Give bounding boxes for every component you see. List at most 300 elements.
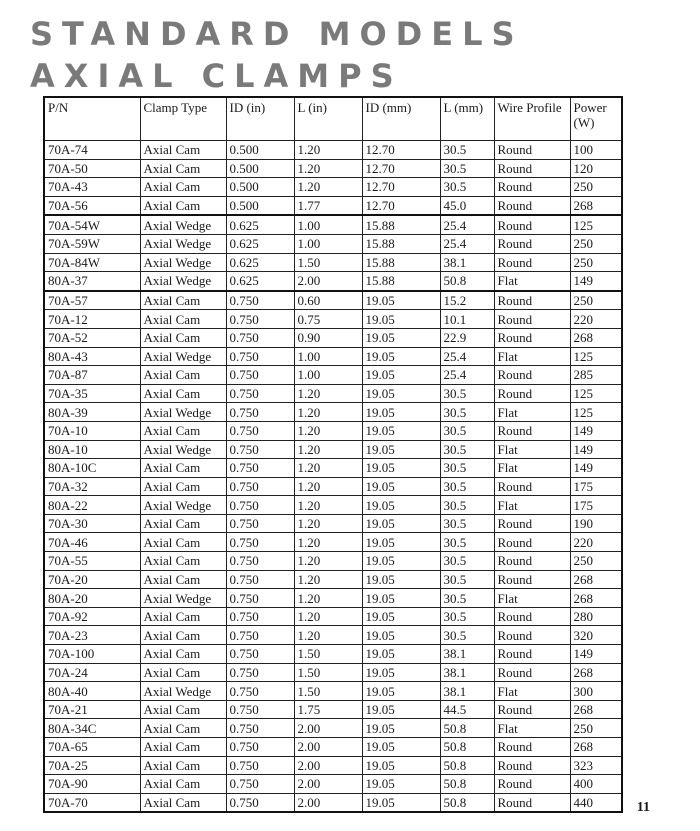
cell-l-in: 0.75 [294,310,362,329]
cell-id-mm: 12.70 [362,178,440,197]
cell-pn: 70A-12 [44,310,140,329]
cell-wire-profile: Round [494,700,570,719]
cell-l-mm: 30.5 [440,589,494,608]
cell-clamp-type: Axial Wedge [140,253,226,272]
cell-l-mm: 44.5 [440,700,494,719]
cell-wire-profile: Round [494,366,570,385]
table-row [44,272,622,291]
cell-l-mm: 50.8 [440,756,494,775]
cell-clamp-type: Axial Cam [140,775,226,794]
cell-l-in: 1.77 [294,196,362,215]
cell-clamp-type: Axial Cam [140,178,226,197]
cell-pn: 70A-30 [44,514,140,533]
cell-id-in: 0.750 [226,496,294,515]
cell-l-mm: 25.4 [440,366,494,385]
table-row [44,384,622,403]
table-row [44,310,622,329]
cell-l-mm: 30.5 [440,159,494,178]
cell-power: 320 [570,626,622,645]
cell-id-mm: 15.88 [362,234,440,253]
cell-id-mm: 19.05 [362,682,440,701]
cell-l-in: 2.00 [294,719,362,738]
axial-clamps-table [43,96,623,813]
cell-id-in: 0.750 [226,514,294,533]
cell-l-mm: 30.5 [440,384,494,403]
cell-id-mm: 19.05 [362,570,440,589]
cell-power: 268 [570,196,622,215]
cell-id-mm: 19.05 [362,347,440,366]
cell-l-in: 1.20 [294,477,362,496]
cell-wire-profile: Round [494,607,570,626]
cell-l-in: 1.20 [294,607,362,626]
cell-wire-profile: Round [494,477,570,496]
cell-l-in: 1.00 [294,347,362,366]
cell-id-in: 0.750 [226,533,294,552]
cell-clamp-type: Axial Cam [140,570,226,589]
cell-l-mm: 25.4 [440,347,494,366]
cell-id-mm: 15.88 [362,272,440,291]
cell-id-mm: 19.05 [362,793,440,812]
table-body [44,141,622,813]
header-id-mm: ID (mm) [362,97,440,141]
table-row [44,440,622,459]
cell-l-mm: 45.0 [440,196,494,215]
cell-l-mm: 38.1 [440,663,494,682]
cell-power: 125 [570,384,622,403]
cell-pn: 70A-32 [44,477,140,496]
cell-id-in: 0.750 [226,626,294,645]
table-row [44,645,622,664]
table-row [44,421,622,440]
cell-l-in: 1.20 [294,552,362,571]
cell-l-mm: 30.5 [440,552,494,571]
cell-id-in: 0.625 [226,272,294,291]
cell-l-in: 1.20 [294,570,362,589]
cell-power: 400 [570,775,622,794]
cell-l-mm: 30.5 [440,440,494,459]
cell-id-in: 0.750 [226,421,294,440]
cell-id-in: 0.750 [226,384,294,403]
table-row [44,496,622,515]
cell-clamp-type: Axial Wedge [140,272,226,291]
table-row [44,607,622,626]
table-row [44,552,622,571]
cell-clamp-type: Axial Cam [140,533,226,552]
table-row [44,347,622,366]
cell-l-in: 1.20 [294,514,362,533]
cell-id-in: 0.750 [226,700,294,719]
cell-clamp-type: Axial Cam [140,291,226,310]
cell-id-in: 0.750 [226,738,294,757]
cell-clamp-type: Axial Cam [140,310,226,329]
cell-clamp-type: Axial Cam [140,384,226,403]
table-row [44,178,622,197]
cell-power: 250 [570,178,622,197]
table-row [44,253,622,272]
cell-id-in: 0.750 [226,552,294,571]
cell-id-mm: 19.05 [362,310,440,329]
cell-id-mm: 19.05 [362,589,440,608]
cell-power: 149 [570,459,622,478]
table-row [44,403,622,422]
cell-pn: 80A-22 [44,496,140,515]
cell-pn: 70A-65 [44,738,140,757]
cell-wire-profile: Round [494,552,570,571]
cell-id-mm: 19.05 [362,663,440,682]
cell-power: 120 [570,159,622,178]
cell-l-in: 1.50 [294,645,362,664]
cell-id-mm: 19.05 [362,496,440,515]
cell-id-in: 0.500 [226,159,294,178]
cell-pn: 70A-100 [44,645,140,664]
cell-pn: 80A-43 [44,347,140,366]
cell-id-in: 0.750 [226,775,294,794]
cell-clamp-type: Axial Cam [140,421,226,440]
cell-l-in: 1.20 [294,440,362,459]
cell-id-mm: 19.05 [362,552,440,571]
cell-id-mm: 19.05 [362,421,440,440]
cell-wire-profile: Round [494,159,570,178]
table-row [44,682,622,701]
cell-id-in: 0.750 [226,403,294,422]
cell-id-mm: 12.70 [362,159,440,178]
cell-l-in: 2.00 [294,756,362,775]
cell-power: 285 [570,366,622,385]
cell-clamp-type: Axial Cam [140,645,226,664]
cell-pn: 70A-46 [44,533,140,552]
cell-id-in: 0.750 [226,328,294,347]
cell-id-in: 0.750 [226,366,294,385]
cell-wire-profile: Round [494,384,570,403]
table-row [44,159,622,178]
cell-id-in: 0.750 [226,719,294,738]
cell-l-mm: 30.5 [440,607,494,626]
cell-power: 149 [570,421,622,440]
cell-id-in: 0.625 [226,234,294,253]
cell-id-in: 0.750 [226,459,294,478]
cell-l-in: 1.75 [294,700,362,719]
cell-l-in: 2.00 [294,775,362,794]
cell-l-mm: 22.9 [440,328,494,347]
cell-id-mm: 19.05 [362,459,440,478]
cell-l-in: 1.20 [294,496,362,515]
cell-power: 149 [570,272,622,291]
cell-clamp-type: Axial Cam [140,159,226,178]
cell-wire-profile: Round [494,663,570,682]
cell-power: 125 [570,215,622,234]
cell-power: 149 [570,645,622,664]
cell-clamp-type: Axial Cam [140,663,226,682]
cell-wire-profile: Round [494,533,570,552]
table-row [44,291,622,310]
cell-pn: 80A-34C [44,719,140,738]
cell-power: 190 [570,514,622,533]
cell-power: 100 [570,141,622,160]
cell-l-in: 1.20 [294,384,362,403]
cell-wire-profile: Flat [494,440,570,459]
cell-clamp-type: Axial Wedge [140,589,226,608]
cell-id-mm: 19.05 [362,719,440,738]
cell-l-mm: 30.5 [440,141,494,160]
table-row [44,141,622,160]
cell-pn: 70A-43 [44,178,140,197]
cell-l-mm: 30.5 [440,403,494,422]
cell-l-mm: 30.5 [440,496,494,515]
cell-wire-profile: Round [494,253,570,272]
cell-id-in: 0.750 [226,607,294,626]
cell-l-in: 1.50 [294,682,362,701]
cell-power: 268 [570,700,622,719]
cell-wire-profile: Round [494,570,570,589]
table-row [44,700,622,719]
cell-power: 323 [570,756,622,775]
cell-id-mm: 15.88 [362,215,440,234]
cell-id-in: 0.625 [226,215,294,234]
cell-power: 175 [570,477,622,496]
cell-id-in: 0.750 [226,310,294,329]
cell-pn: 70A-92 [44,607,140,626]
cell-wire-profile: Round [494,738,570,757]
cell-l-mm: 30.5 [440,570,494,589]
cell-l-in: 1.20 [294,459,362,478]
cell-l-in: 1.50 [294,253,362,272]
cell-id-mm: 19.05 [362,775,440,794]
cell-l-in: 1.50 [294,663,362,682]
cell-pn: 70A-54W [44,215,140,234]
cell-l-in: 1.20 [294,159,362,178]
cell-l-mm: 50.8 [440,272,494,291]
cell-power: 268 [570,663,622,682]
cell-id-in: 0.750 [226,682,294,701]
cell-clamp-type: Axial Wedge [140,496,226,515]
cell-id-in: 0.625 [226,253,294,272]
cell-id-mm: 19.05 [362,738,440,757]
cell-id-mm: 19.05 [362,607,440,626]
cell-pn: 70A-10 [44,421,140,440]
table-row [44,626,622,645]
cell-l-mm: 25.4 [440,215,494,234]
cell-id-mm: 19.05 [362,626,440,645]
cell-pn: 70A-56 [44,196,140,215]
cell-clamp-type: Axial Cam [140,552,226,571]
table-header-row [44,97,622,141]
cell-power: 175 [570,496,622,515]
cell-clamp-type: Axial Cam [140,719,226,738]
cell-pn: 70A-25 [44,756,140,775]
table-row [44,533,622,552]
cell-id-in: 0.750 [226,347,294,366]
cell-pn: 70A-35 [44,384,140,403]
cell-clamp-type: Axial Cam [140,366,226,385]
cell-clamp-type: Axial Cam [140,141,226,160]
cell-power: 280 [570,607,622,626]
cell-l-mm: 38.1 [440,253,494,272]
cell-id-in: 0.750 [226,756,294,775]
header-l-mm: L (mm) [440,97,494,141]
table-row [44,663,622,682]
cell-id-mm: 12.70 [362,196,440,215]
cell-l-in: 1.20 [294,403,362,422]
cell-clamp-type: Axial Cam [140,626,226,645]
cell-wire-profile: Round [494,645,570,664]
cell-power: 250 [570,719,622,738]
cell-l-mm: 50.8 [440,775,494,794]
cell-wire-profile: Round [494,328,570,347]
cell-l-mm: 50.8 [440,738,494,757]
cell-l-mm: 38.1 [440,682,494,701]
cell-wire-profile: Flat [494,589,570,608]
cell-pn: 70A-21 [44,700,140,719]
table-row [44,477,622,496]
cell-l-mm: 50.8 [440,719,494,738]
cell-id-mm: 19.05 [362,700,440,719]
cell-l-in: 2.00 [294,272,362,291]
cell-power: 220 [570,533,622,552]
header-id-in: ID (in) [226,97,294,141]
cell-clamp-type: Axial Cam [140,328,226,347]
table-row [44,196,622,215]
cell-id-in: 0.750 [226,645,294,664]
cell-wire-profile: Round [494,215,570,234]
cell-clamp-type: Axial Cam [140,477,226,496]
cell-id-in: 0.750 [226,477,294,496]
table-row [44,793,622,812]
cell-wire-profile: Round [494,514,570,533]
cell-pn: 80A-10C [44,459,140,478]
page-number: 11 [636,800,650,815]
cell-pn: 70A-90 [44,775,140,794]
cell-id-mm: 19.05 [362,756,440,775]
cell-l-in: 2.00 [294,793,362,812]
cell-clamp-type: Axial Wedge [140,215,226,234]
table-row [44,328,622,347]
cell-l-in: 1.00 [294,215,362,234]
cell-clamp-type: Axial Wedge [140,682,226,701]
cell-id-in: 0.750 [226,570,294,589]
page-title-line-2: AXIAL CLAMPS [30,57,403,95]
cell-pn: 80A-40 [44,682,140,701]
cell-id-mm: 19.05 [362,403,440,422]
cell-power: 300 [570,682,622,701]
cell-l-in: 1.20 [294,533,362,552]
cell-wire-profile: Round [494,234,570,253]
cell-power: 125 [570,347,622,366]
cell-l-mm: 30.5 [440,626,494,645]
cell-clamp-type: Axial Wedge [140,440,226,459]
table-row [44,514,622,533]
cell-id-mm: 19.05 [362,291,440,310]
cell-l-in: 1.20 [294,626,362,645]
cell-l-in: 1.00 [294,234,362,253]
cell-id-in: 0.500 [226,196,294,215]
cell-l-mm: 30.5 [440,178,494,197]
cell-power: 220 [570,310,622,329]
cell-id-in: 0.750 [226,793,294,812]
table-row [44,459,622,478]
cell-id-in: 0.750 [226,291,294,310]
cell-pn: 70A-70 [44,793,140,812]
cell-wire-profile: Round [494,626,570,645]
cell-l-mm: 30.5 [440,421,494,440]
cell-clamp-type: Axial Cam [140,738,226,757]
cell-wire-profile: Flat [494,682,570,701]
cell-wire-profile: Flat [494,459,570,478]
cell-l-in: 2.00 [294,738,362,757]
cell-pn: 70A-20 [44,570,140,589]
cell-clamp-type: Axial Cam [140,793,226,812]
cell-wire-profile: Round [494,793,570,812]
cell-l-mm: 30.5 [440,533,494,552]
cell-l-mm: 25.4 [440,234,494,253]
cell-l-in: 1.20 [294,141,362,160]
page-title-line-1: STANDARD MODELS [30,15,524,53]
cell-power: 268 [570,570,622,589]
cell-power: 268 [570,328,622,347]
header-clamp-type: Clamp Type [140,97,226,141]
cell-pn: 70A-50 [44,159,140,178]
cell-clamp-type: Axial Cam [140,514,226,533]
cell-id-mm: 19.05 [362,384,440,403]
cell-wire-profile: Round [494,775,570,794]
cell-wire-profile: Round [494,756,570,775]
cell-pn: 80A-20 [44,589,140,608]
cell-id-mm: 19.05 [362,645,440,664]
cell-l-mm: 38.1 [440,645,494,664]
cell-id-in: 0.750 [226,663,294,682]
cell-wire-profile: Flat [494,719,570,738]
cell-wire-profile: Round [494,178,570,197]
cell-id-in: 0.500 [226,141,294,160]
table-row [44,570,622,589]
cell-pn: 70A-84W [44,253,140,272]
cell-wire-profile: Flat [494,272,570,291]
table-row [44,234,622,253]
table-row [44,589,622,608]
cell-clamp-type: Axial Cam [140,700,226,719]
cell-id-mm: 15.88 [362,253,440,272]
cell-id-mm: 19.05 [362,477,440,496]
cell-l-in: 1.20 [294,589,362,608]
cell-clamp-type: Axial Cam [140,756,226,775]
header-power: Power (W) [570,97,622,141]
cell-power: 268 [570,589,622,608]
header-wire-profile: Wire Profile [494,97,570,141]
cell-pn: 80A-37 [44,272,140,291]
cell-pn: 70A-24 [44,663,140,682]
header-pn: P/N [44,97,140,141]
cell-id-mm: 19.05 [362,514,440,533]
cell-id-mm: 19.05 [362,328,440,347]
cell-pn: 70A-87 [44,366,140,385]
table-row [44,215,622,234]
cell-l-in: 0.90 [294,328,362,347]
cell-wire-profile: Round [494,421,570,440]
cell-id-mm: 19.05 [362,533,440,552]
cell-power: 149 [570,440,622,459]
cell-l-mm: 50.8 [440,793,494,812]
cell-clamp-type: Axial Cam [140,607,226,626]
cell-wire-profile: Round [494,291,570,310]
cell-clamp-type: Axial Wedge [140,234,226,253]
cell-wire-profile: Flat [494,496,570,515]
cell-power: 268 [570,738,622,757]
cell-pn: 70A-52 [44,328,140,347]
cell-id-in: 0.500 [226,178,294,197]
table-row [44,366,622,385]
cell-clamp-type: Axial Cam [140,196,226,215]
cell-pn: 70A-23 [44,626,140,645]
cell-id-mm: 12.70 [362,141,440,160]
